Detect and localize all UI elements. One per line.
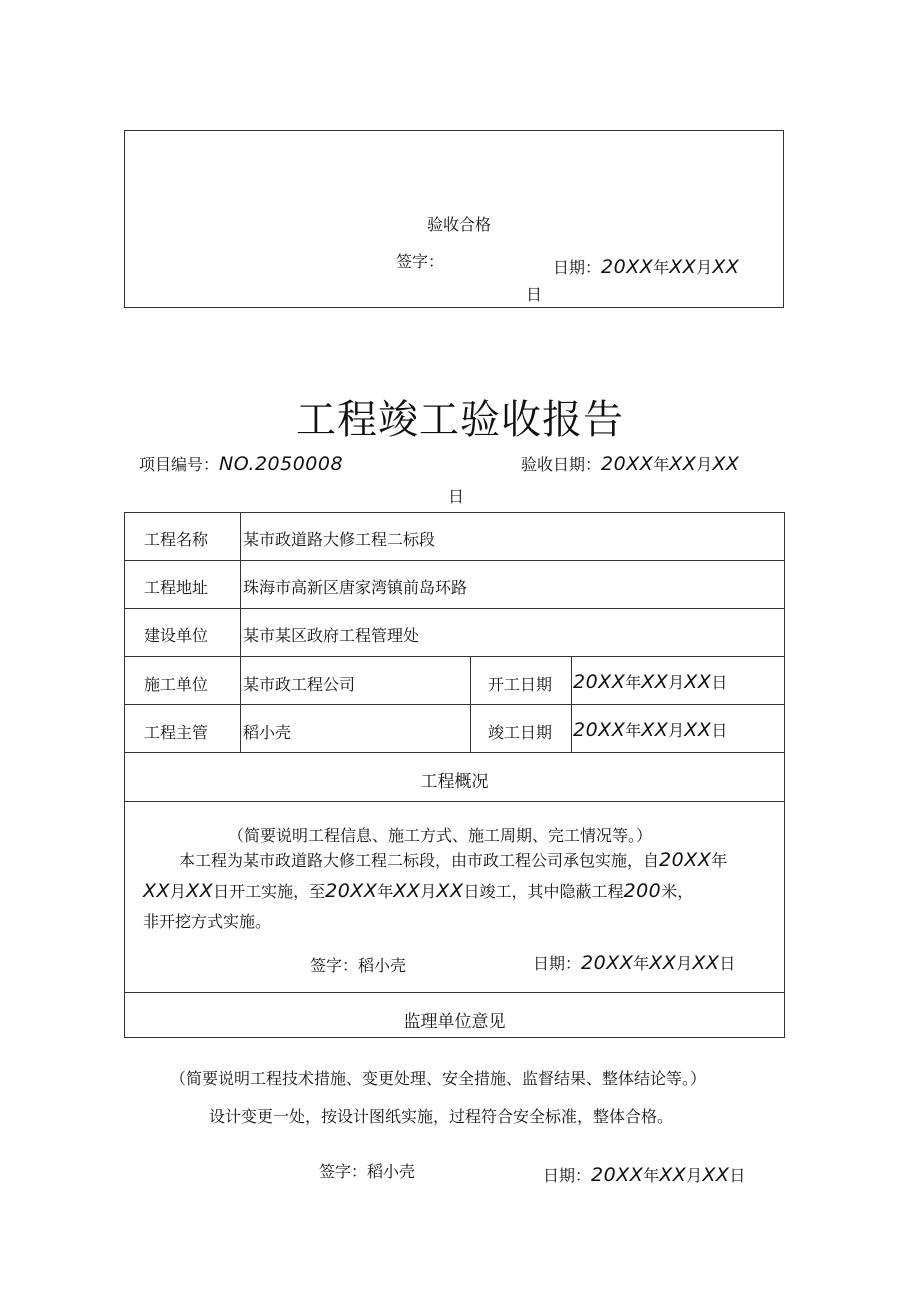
page-title: 工程竣工验收报告 [296, 397, 624, 443]
top-sign-label: 签字： [396, 252, 445, 271]
project-info-table [124, 512, 785, 1038]
row-label-completion-date: 竣工日期 [488, 723, 553, 742]
overview-signature: 签字：稻小壳 [310, 956, 407, 975]
row-value-project-name: 某市政道路大修工程二标段 [243, 530, 436, 549]
row-label-start-date: 开工日期 [488, 675, 553, 694]
supervision-body: 设计变更一处，按设计图纸实施，过程符合安全标准，整体合格。 [209, 1107, 674, 1126]
project-number: 项目编号：NO.2050008 [139, 453, 344, 475]
row-value-completion-date: 20XX年XX月XX日 [573, 719, 728, 741]
acceptance-date-day-unit: 日 [448, 487, 465, 506]
top-date-day-unit: 日 [526, 285, 543, 304]
overview-body: 本工程为某市政道路大修工程二标段，由市政工程公司承包实施，自20XX年 XX月XX日开工实施，至20XX年XX月XX日竣工，其中隐蔽工程200米， 非开挖方式实施。 [143, 849, 728, 931]
row-value-owner: 某市某区政府工程管理处 [243, 626, 420, 645]
acceptance-box [124, 130, 784, 308]
row-value-contractor: 某市政工程公司 [243, 675, 356, 694]
overview-date: 日期：20XX年XX月XX日 [533, 952, 736, 974]
overview-hint: （简要说明工程信息、施工方式、施工周期、完工情况等。） [228, 826, 653, 845]
acceptance-date: 验收日期：20XX年XX月XX [521, 453, 740, 475]
row-value-manager: 稻小壳 [243, 723, 292, 742]
row-label-manager: 工程主管 [144, 723, 209, 742]
row-label-project-address: 工程地址 [144, 578, 209, 597]
acceptance-result: 验收合格 [427, 215, 492, 234]
supervision-signature: 签字：稻小壳 [319, 1162, 416, 1181]
top-date: 日期：20XX年XX月XX [553, 256, 740, 278]
supervision-hint: （简要说明工程技术措施、变更处理、安全措施、监督结果、整体结论等。） [170, 1069, 707, 1088]
row-label-owner: 建设单位 [144, 626, 209, 645]
row-value-start-date: 20XX年XX月XX日 [573, 671, 728, 693]
supervision-date: 日期：20XX年XX月XX日 [543, 1164, 746, 1186]
row-label-contractor: 施工单位 [144, 675, 209, 694]
row-value-project-address: 珠海市高新区唐家湾镇前岛环路 [243, 578, 468, 597]
overview-heading: 工程概况 [420, 772, 489, 792]
supervision-heading: 监理单位意见 [403, 1012, 506, 1032]
row-label-project-name: 工程名称 [144, 530, 209, 549]
